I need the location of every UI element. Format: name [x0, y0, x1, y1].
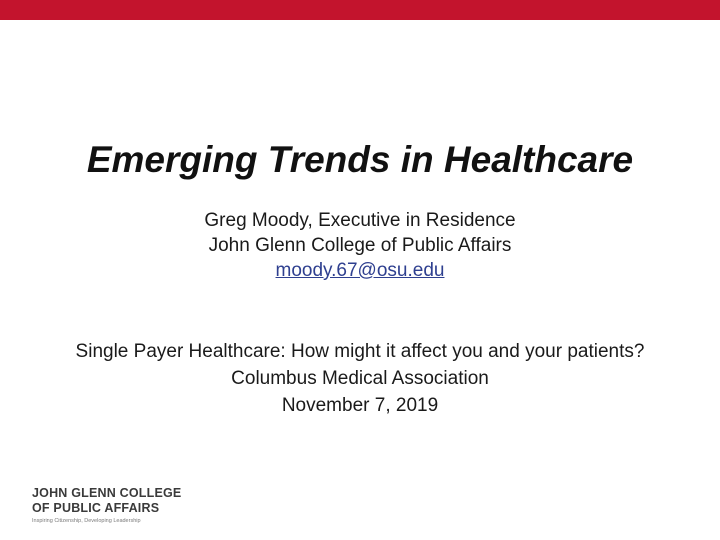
event-info: [0, 338, 720, 419]
presenter-info: [0, 208, 720, 283]
event-topic: Single Payer Healthcare: How might it affect you and your patients?: [75, 341, 645, 362]
slide-title: Emerging Trends in Healthcare: [86, 139, 634, 180]
presenter-email-link[interactable]: moody.67@osu.edu: [275, 260, 445, 281]
presenter-name: Greg Moody, Executive in Residence: [204, 210, 516, 231]
logo-line-2: OF PUBLIC AFFAIRS: [32, 501, 160, 515]
top-accent-bar: [0, 0, 720, 20]
presenter-affiliation: John Glenn College of Public Affairs: [208, 235, 512, 256]
college-logo: [32, 486, 202, 525]
event-date: November 7, 2019: [281, 395, 439, 416]
logo-tagline: Inspiring Citizenship, Developing Leadership: [32, 518, 141, 524]
event-organization: Columbus Medical Association: [231, 368, 489, 389]
logo-line-1: JOHN GLENN COLLEGE: [32, 486, 182, 500]
